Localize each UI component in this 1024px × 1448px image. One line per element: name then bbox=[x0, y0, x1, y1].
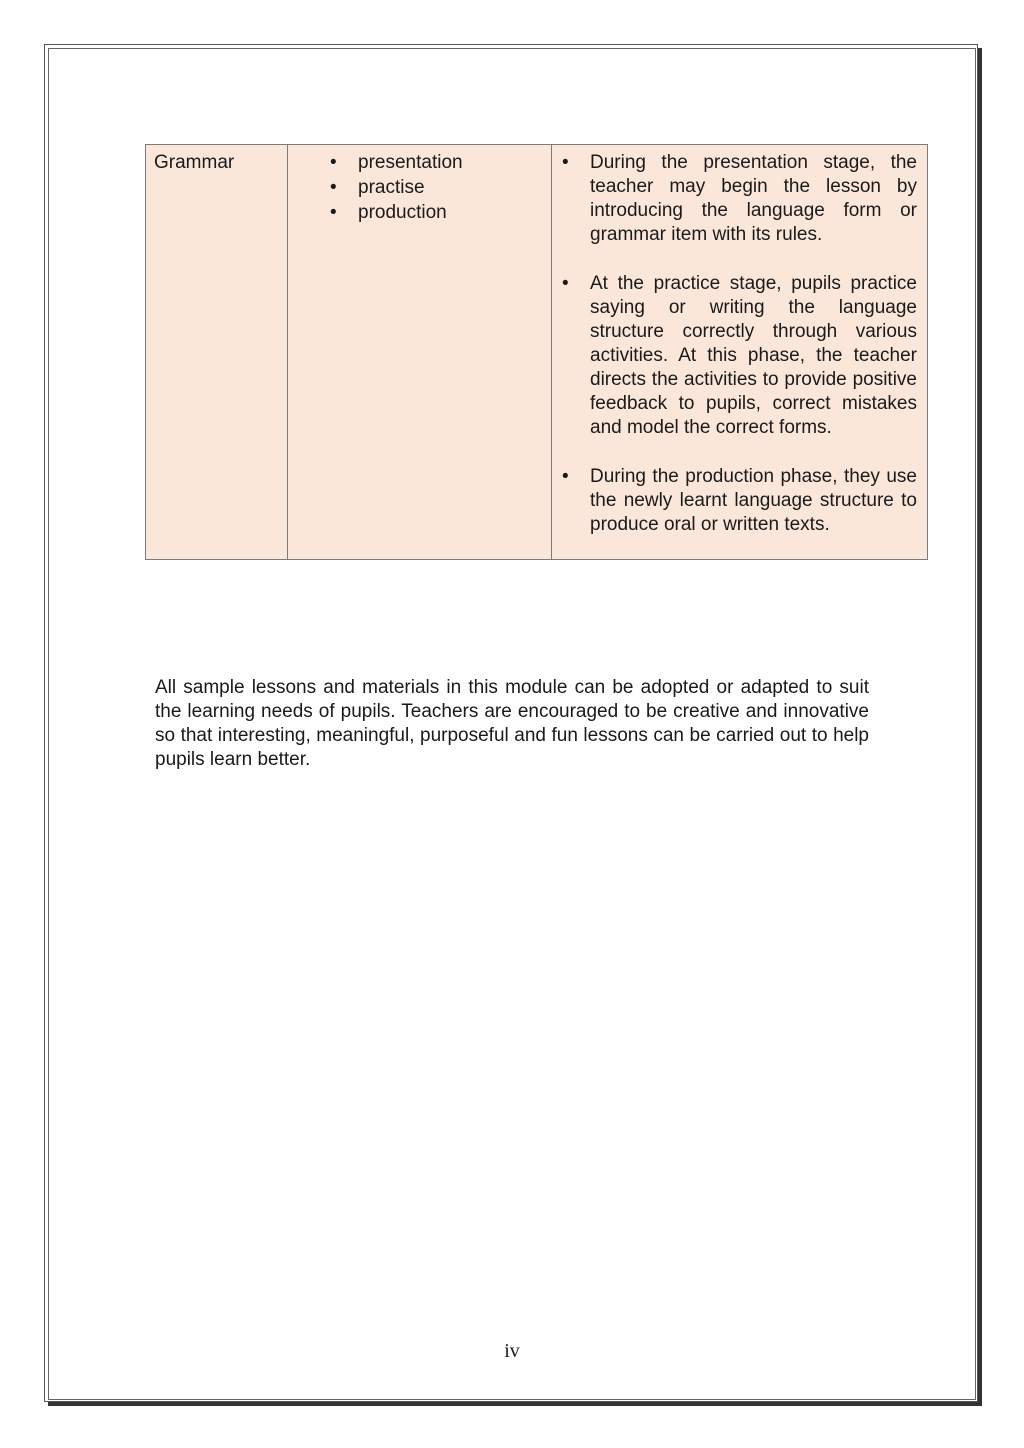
stages-cell bbox=[288, 145, 552, 560]
stage-label: practise bbox=[358, 177, 425, 198]
stage-list bbox=[296, 151, 543, 226]
description-presentation bbox=[560, 151, 917, 247]
bullet-icon: • bbox=[562, 273, 569, 294]
table-row bbox=[146, 145, 928, 560]
skill-label: Grammar bbox=[154, 152, 235, 173]
stage-item-practise bbox=[296, 176, 543, 201]
body-paragraph: All sample lessons and materials in this module can be adopted or adapted to suit the learning needs of pupils. Teachers are encouraged to be creative and innovative so that interesting, meaningful, purposeful and fun lessons can be carried out to help pupils learn better. bbox=[155, 677, 869, 770]
page-number: iv bbox=[504, 1340, 520, 1362]
description-production bbox=[560, 465, 917, 537]
skill-cell bbox=[146, 145, 288, 560]
description-text: During the presentation stage, the teacher may begin the lesson by introducing the language form or grammar item with its rules. bbox=[590, 152, 917, 245]
description-text: At the practice stage, pupils practice saying or writing the language structure correctly through various activities. At this phase, the teacher directs the activities to provide positive feedback to pupils, correct mistakes and model the correct forms. bbox=[590, 273, 917, 438]
stage-item-production bbox=[296, 201, 543, 226]
bullet-icon: • bbox=[330, 202, 337, 223]
descriptions-cell bbox=[552, 145, 928, 560]
description-practice bbox=[560, 272, 917, 440]
stage-label: production bbox=[358, 202, 447, 223]
stage-item-presentation bbox=[296, 151, 543, 176]
description-text: During the production phase, they use the newly learnt language structure to produce oral or written texts. bbox=[590, 466, 917, 535]
stage-label: presentation bbox=[358, 152, 463, 173]
bullet-icon: • bbox=[562, 466, 569, 487]
bullet-icon: • bbox=[330, 152, 337, 173]
description-list bbox=[560, 151, 917, 537]
grammar-lesson-table bbox=[145, 144, 928, 560]
bullet-icon: • bbox=[330, 177, 337, 198]
bullet-icon: • bbox=[562, 152, 569, 173]
